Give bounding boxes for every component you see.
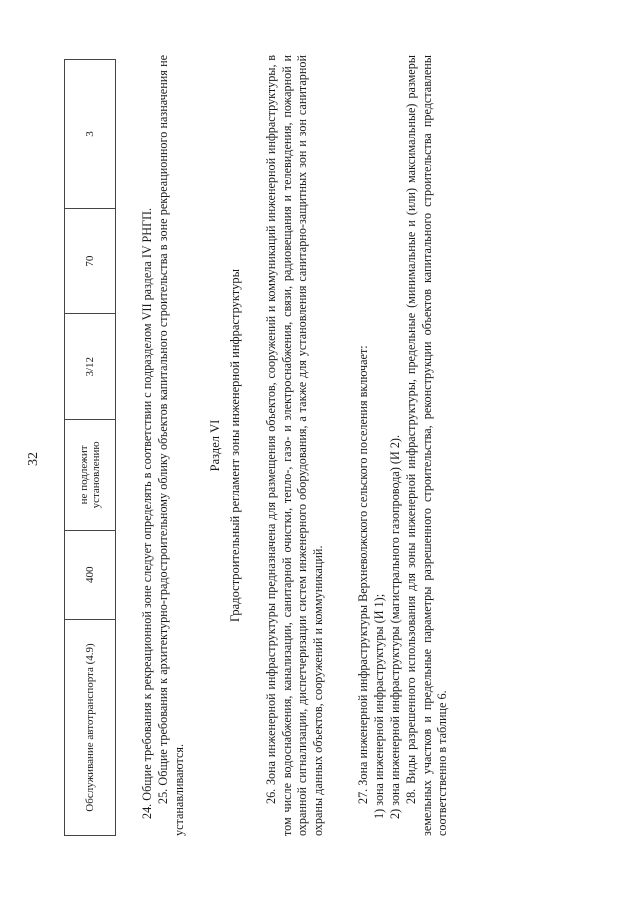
paragraph-27: 27. Зона инженерной инфраструктуры Верхневолжского сельского поселения включает: (356, 345, 370, 804)
paragraph-25-text: 25. Общие требования к архитектурно-градостроительному облику объектов капитального строительства в зоне рекреационного назначения не устанавливаются. (156, 55, 186, 836)
paragraph-25 (156, 55, 187, 836)
land-use-table (64, 59, 116, 836)
paragraph-28 (404, 55, 451, 836)
section-title: Раздел VI (208, 419, 222, 472)
table-cell-setback: 3 (65, 60, 116, 209)
table-cell-coverage: 70 (65, 209, 116, 314)
paragraph-24: 24. Общие требования к рекреационной зоне следует определять в соответствии с подразделом VII раздела IV РНГП. (140, 208, 154, 819)
paragraph-26 (264, 55, 326, 836)
paragraph-27-item-2: 2) зона инженерной инфраструктуры (магистрального газопровода) (И 2). (388, 434, 402, 819)
table-cell-min-area: 400 (65, 530, 116, 619)
section-subtitle: Градостроительный регламент зоны инженерной инфраструктуры (228, 268, 242, 623)
paragraph-26-text: 26. Зона инженерной инфраструктуры предназначена для размещения объектов, сооружений и коммуникаций инженерной инфраструктуры, в том числе водоснабжения, канализации, санитарной очистки, тепло-, газо- и электроснабжения, связи, радиовещания и телевидения, пожарной и охранной сигнализации, диспетчеризации систем инженерного оборудования, а также для установления санитарно-защитных зон и зон санитарной охраны данных объектов, сооружений и коммуникаций. (264, 55, 325, 836)
paragraph-28-text: 28. Виды разрешенного использования для зоны инженерной инфраструктуры, предельные (минимальные и (или) максимальные) размеры земельных участков и предельные параметры разрешенного строительства, реконструкции объектов капитального строительства представлены соответственно в таблице 6. (404, 55, 450, 836)
page-number: 32 (26, 452, 41, 466)
table-cell-floors: 3/12 (65, 314, 116, 420)
table-row (65, 60, 116, 836)
paragraph-27-item-1: 1) зона инженерной инфраструктуры (И 1); (372, 593, 386, 819)
table-cell-use-type: Обслуживание автотранспорта (4.9) (65, 619, 116, 835)
table-cell-max-area: не подлежит установлению (65, 420, 116, 530)
